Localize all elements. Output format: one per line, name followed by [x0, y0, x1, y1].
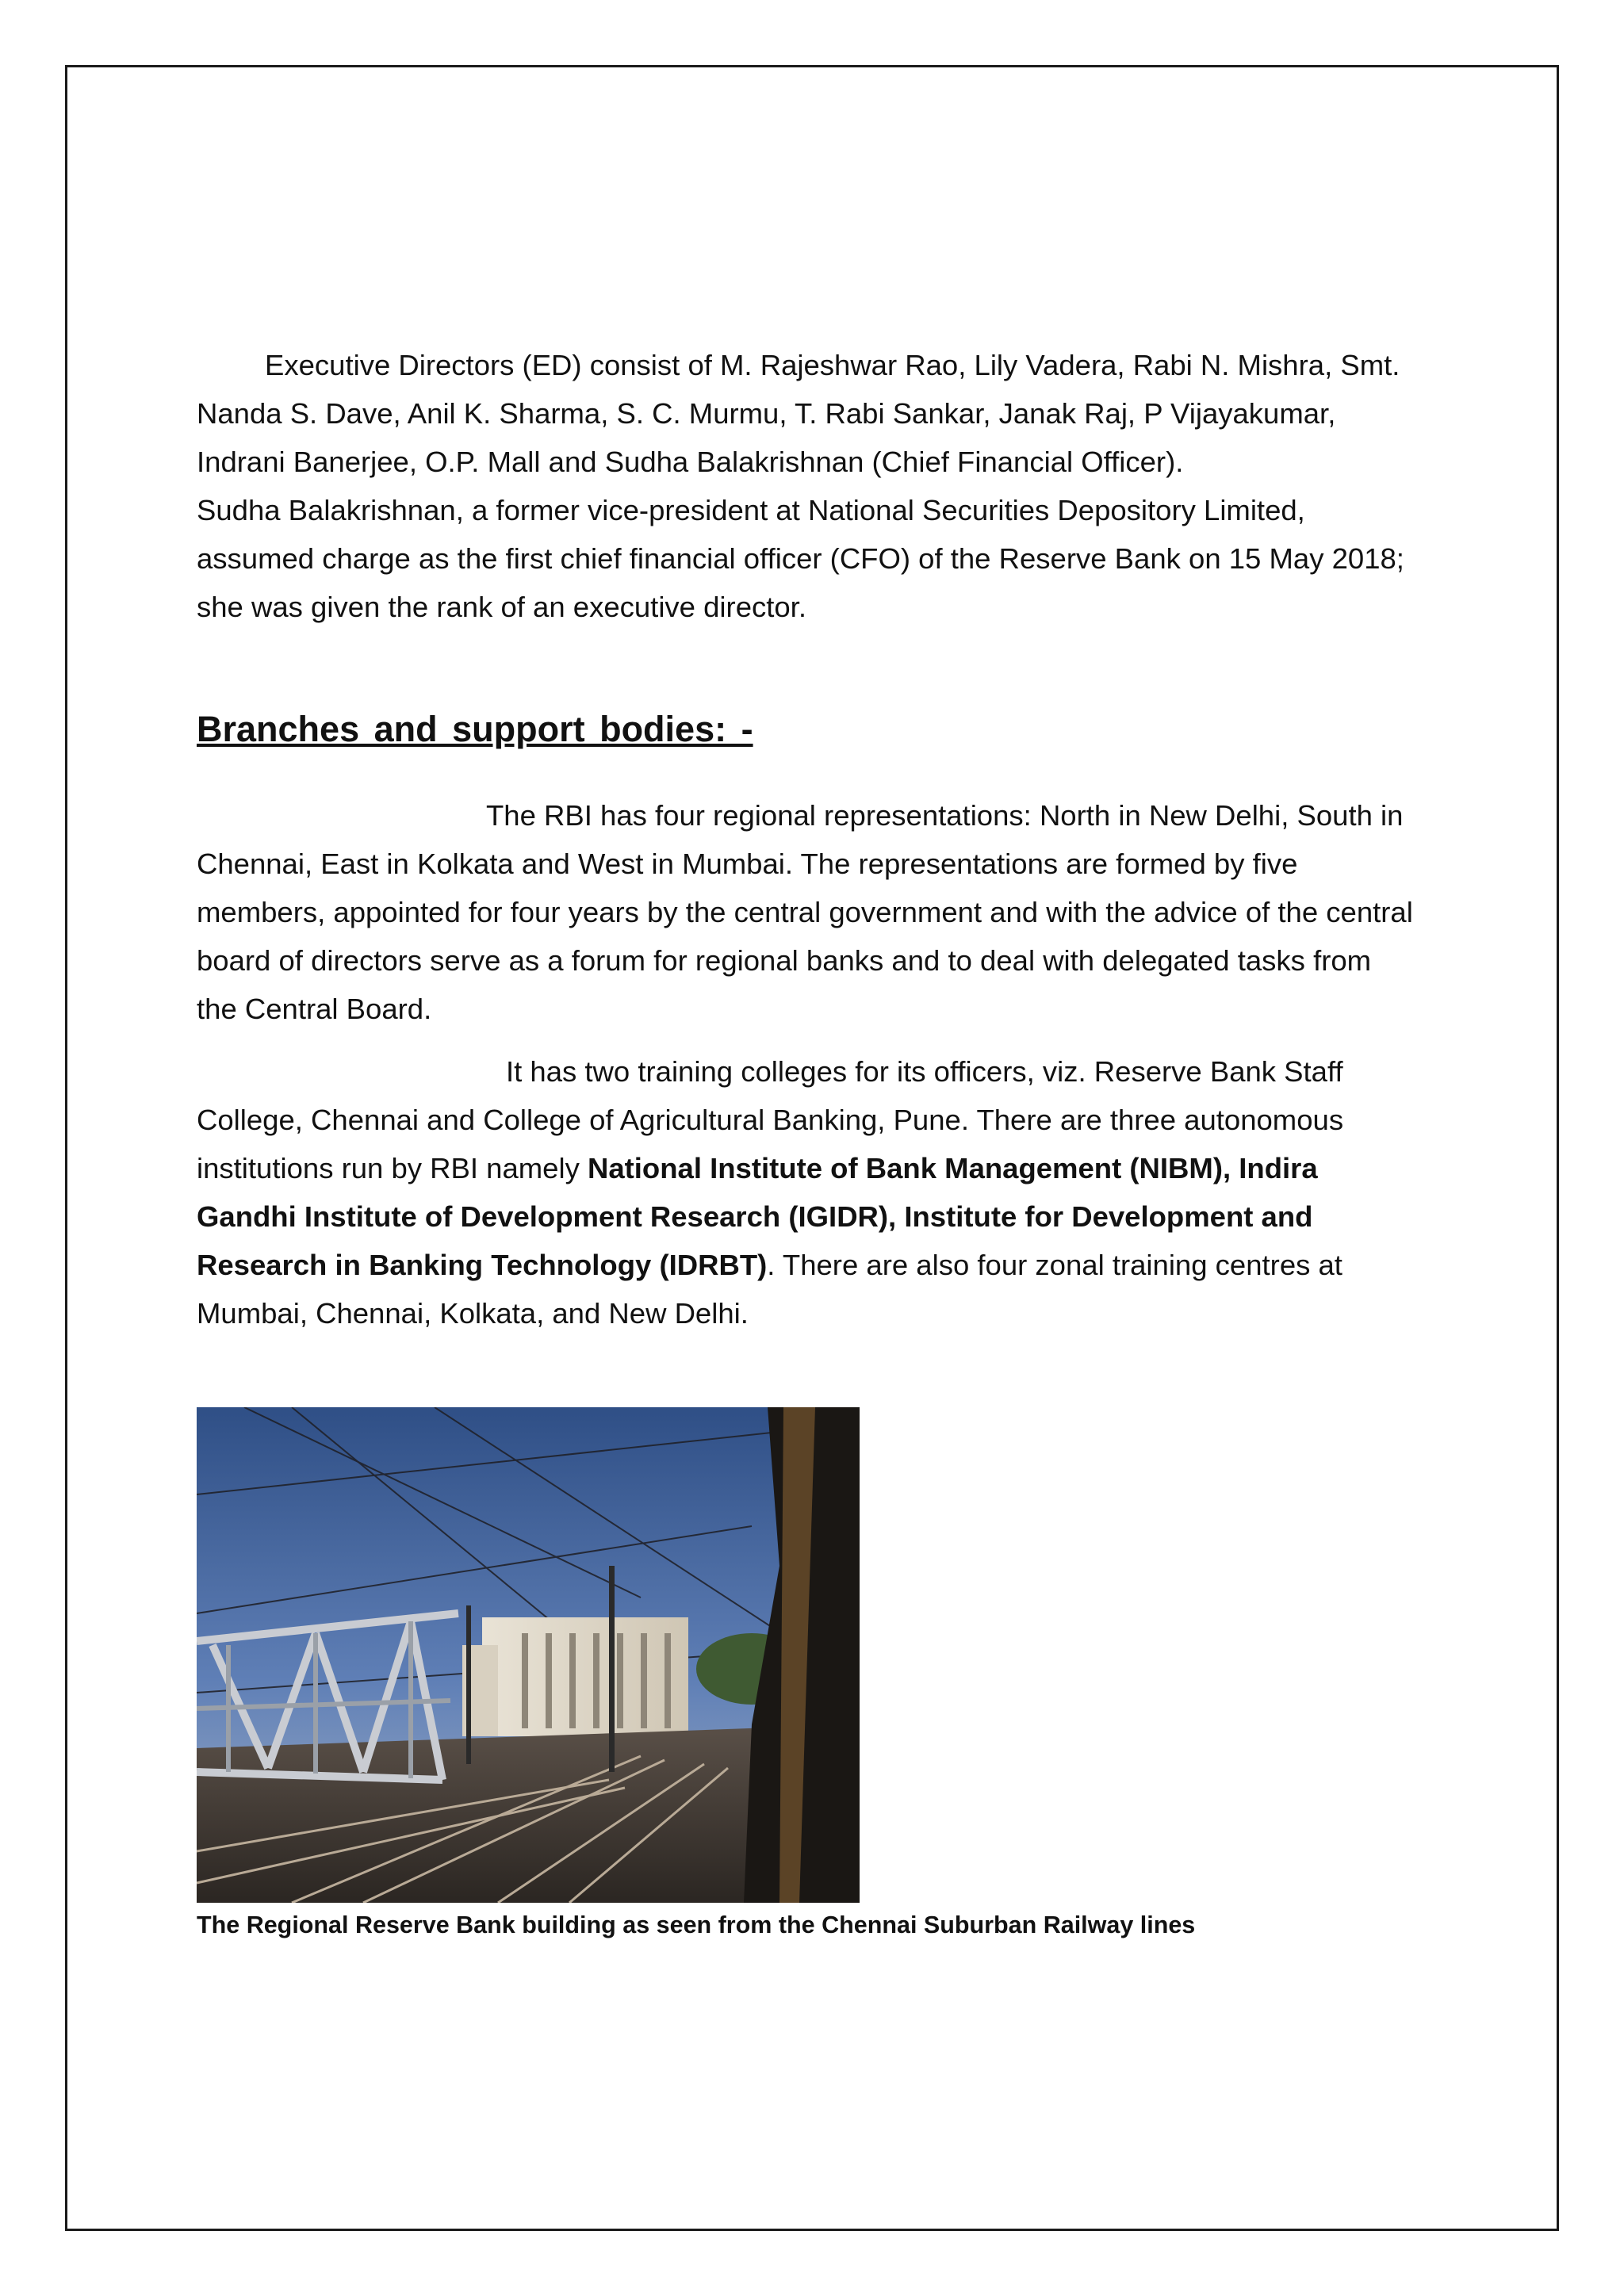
- reserve-bank-photo: [197, 1407, 860, 1903]
- figure-caption: The Regional Reserve Bank building as seen from the Chennai Suburban Railway lines: [197, 1911, 1196, 1938]
- executive-directors-paragraph: Executive Directors (ED) consist of M. Rajeshwar Rao, Lily Vadera, Rabi N. Mishra, Smt. Nanda S. Dave, Anil K. Sharma, S. C. Murmu, T. Rabi Sankar, Janak Raj, P Vijayakumar, Indrani Banerjee, O.P. Mall and Sudha Balakrishnan (Chief Financial Officer).: [197, 349, 1400, 478]
- regional-representations-paragraph: The RBI has four regional representations: North in New Delhi, South in Chennai, East in Kolkata and West in Mumbai. The representations are formed by five members, appointed for four years by the central government and with the advice of the central board of directors serve as a forum for regional banks and to deal with delegated tasks from the Central Board.: [197, 799, 1413, 1025]
- document-body: [197, 341, 1418, 1337]
- sudha-balakrishnan-paragraph: Sudha Balakrishnan, a former vice-president at National Securities Depository Limited, assumed charge as the first chief financial officer (CFO) of the Reserve Bank on 15 May 2018; she was given the rank of an executive director.: [197, 494, 1404, 623]
- training-intro-text: It has two training colleges for its officers, viz. Reserve Bank Staff College, Chennai and College of Agricultural Banking, Pune. There are three autonomous institutions run by RBI namely: [197, 1055, 1344, 1184]
- institutions-bold-text: National Institute of Bank Management (NIBM), Indira Gandhi Institute of Development Research (IGIDR), Institute for Development and Research in Banking Technology (IDRBT): [197, 1152, 1318, 1281]
- training-colleges-paragraph: [197, 1047, 1418, 1337]
- training-outro-text: . There are also four zonal training centres at Mumbai, Chennai, Kolkata, and New Delhi.: [197, 1249, 1342, 1330]
- section-heading: Branches and support bodies: -: [197, 709, 753, 749]
